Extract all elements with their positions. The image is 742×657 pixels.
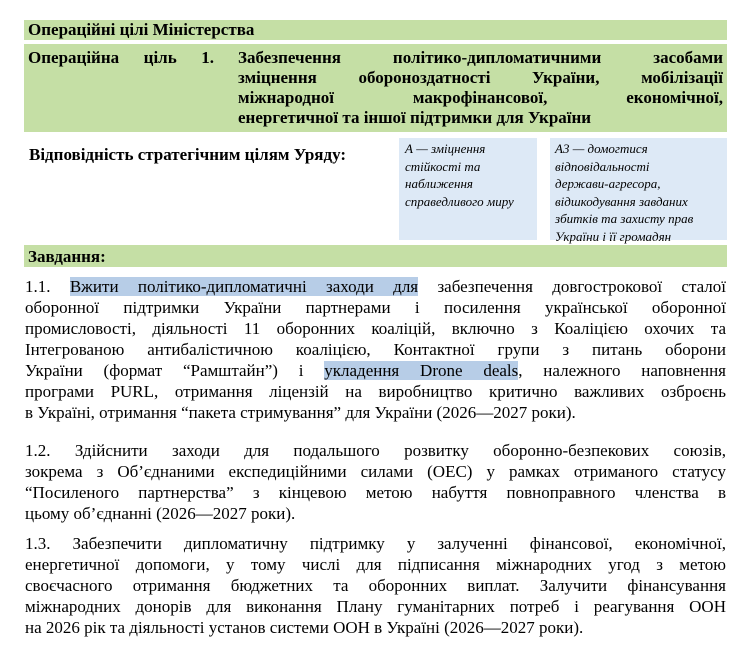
task-number: 1.3. — [25, 534, 51, 553]
task-line: промисловості, діяльності 11 оборонних коаліцій, включно з Коаліцією охочих та — [25, 319, 726, 338]
goal-line: енергетичної та іншої підтримки для України — [238, 108, 592, 127]
task-1-1 — [25, 276, 726, 423]
goal-text — [238, 48, 723, 128]
goal-line: зміцнення обороноздатності України, мобілізації — [238, 68, 723, 87]
task-line — [25, 440, 726, 461]
task-1-3 — [25, 533, 726, 638]
goal-line: Забезпечення політико-дипломатичними засобами — [238, 48, 723, 67]
task-line — [25, 360, 726, 381]
task-line: в Україні, отримання “пакета стримування” для України (2026—2027 роки). — [25, 403, 576, 422]
goal-b-line: відшкодування завданих — [555, 193, 688, 209]
goal-a-line: справедливого миру — [405, 193, 514, 209]
task-number: 1.1. — [25, 277, 51, 296]
task-text: забезпечення довгострокової сталої — [437, 277, 727, 296]
task-line: своєчасного отримання бюджетних та оборонних виплат. Залучити фінансування — [25, 576, 726, 595]
goal-a-line: наближення — [405, 176, 473, 191]
alignment-label: Відповідність стратегічним цілям Уряду: — [29, 145, 347, 164]
task-line — [25, 533, 726, 554]
task-1-2 — [25, 440, 726, 524]
task-text: України (формат “Рамштайн”) і — [25, 361, 304, 380]
task-number: 1.2. — [25, 441, 51, 460]
goal-b-line: відповідальності — [555, 158, 650, 174]
task-line: на 2026 рік та діяльності установ системи ООН в Україні (2026—2027 роки). — [25, 618, 584, 637]
task-line: цьому об’єднанні (2026—2027 роки). — [25, 504, 296, 523]
tasks-band — [24, 245, 727, 267]
highlight-span: укладення Drone deals — [324, 361, 519, 380]
task-line: Інтегрованою антибалістичною коаліцією, Контактної групи з питань оборони — [25, 340, 726, 359]
task-line — [25, 276, 726, 297]
goal-a-line: стійкості та — [405, 158, 481, 174]
task-text: Здійснити заходи для подальшого розвитку оборонно-безпекових союзів, — [74, 441, 727, 460]
highlight-span: Вжити політико-дипломатичні заходи для — [69, 277, 419, 296]
goal-b-line: держави-агресора, — [555, 176, 661, 191]
goal-b-line: збитків та захисту прав — [555, 211, 694, 226]
strategic-goal-a — [399, 138, 537, 240]
task-line: міжнародних донорів для виконання Плану гуманітарних потреб і реагування ООН — [25, 597, 726, 616]
task-text: Забезпечити дипломатичну підтримку у залученні фінансової, економічної, — [72, 534, 726, 553]
goal-line: міжнародної макрофінансової, економічної, — [238, 88, 723, 107]
task-line: оборонної підтримки України партнерами і посилення української оборонної — [25, 298, 726, 317]
tasks-heading: Завдання: — [28, 247, 106, 266]
task-line: програми PURL, отримання ліцензій на виробництво критично важливих озброєнь — [25, 382, 726, 401]
goal-label — [28, 48, 214, 68]
task-line: зокрема з Об’єднаними експедиційними силами (OEC) у рамках отриманого статусу — [25, 462, 726, 481]
task-line: енергетичної допомоги, у тому числі для підписання міжнародних угод з метою — [25, 555, 726, 574]
goal-label-text: Операційна ціль 1. — [28, 48, 214, 67]
task-text: , належного наповнення — [518, 361, 727, 380]
strategic-goal-b — [550, 138, 727, 244]
section-title: Операційні цілі Міністерства — [28, 20, 255, 39]
task-line: “Посиленого партнерства” з кінцевою метою набуття повноправного членства в — [25, 483, 726, 502]
goal-b-line: А3 — домогтися — [555, 141, 648, 156]
goal-a-line: А — зміцнення — [405, 141, 486, 156]
goal-b-line: України і її громадян — [555, 228, 672, 244]
